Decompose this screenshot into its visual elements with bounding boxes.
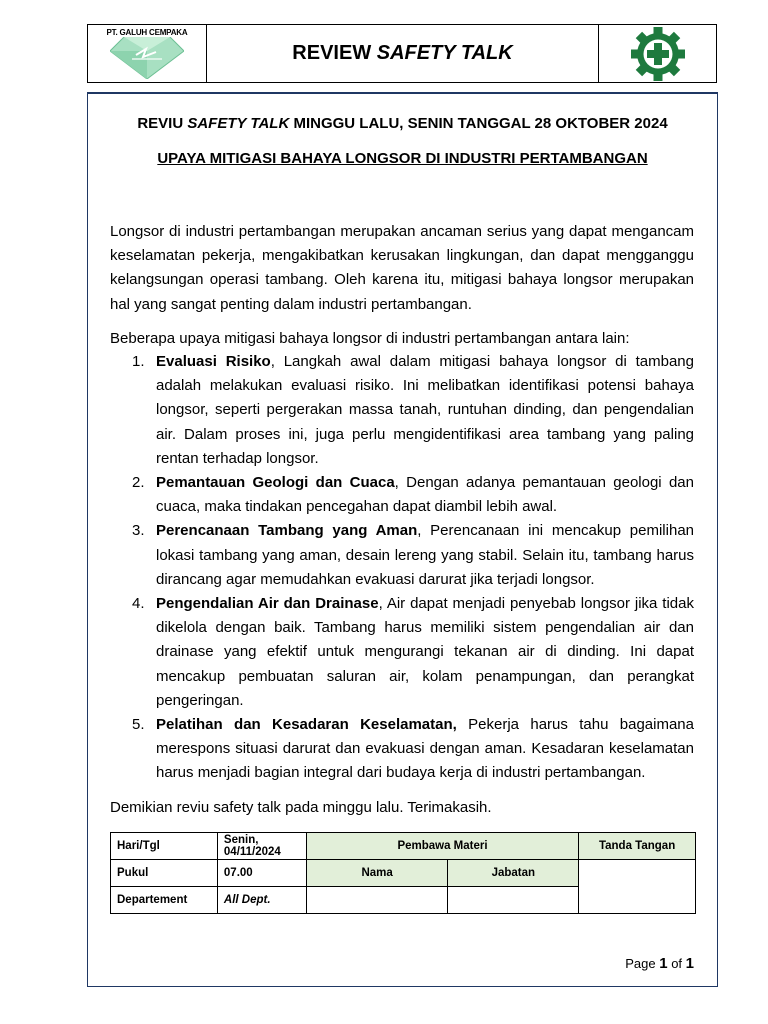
attendance-table: [110, 832, 696, 914]
list-item-text: , Dengan adanya pemantauan geologi dan cuaca, maka tindakan pencegahan dapat diambil lebih awal.: [156, 474, 694, 516]
heading-post: MINGGU LALU, SENIN TANGGAL 28 OKTOBER 2024: [293, 115, 668, 132]
day-date-value: Senin, 04/11/2024: [217, 833, 306, 860]
page-number: 1: [659, 955, 668, 972]
page-footer: [625, 955, 694, 972]
of-word: of: [671, 956, 683, 971]
list-intro-paragraph: Beberapa upaya mitigasi bahaya longsor di industri pertambangan antara lain:: [110, 330, 630, 347]
list-item-title: Pemantauan Geologi dan Cuaca: [156, 474, 395, 492]
time-label: Pukul: [111, 860, 218, 887]
k3-safety-gear-icon: [627, 26, 689, 82]
mitigation-list: [110, 350, 694, 786]
day-date-label: Hari/Tgl: [111, 833, 218, 860]
page-word: Page: [625, 956, 656, 971]
list-item-title: Evaluasi Risiko: [156, 353, 271, 370]
intro-paragraph: Longsor di industri pertambangan merupakan ancaman serius yang dapat mengancam keselamatan pekerja, mengakibatkan kerusakan lingkungan, dan dapat mengganggu kelangsungan operasi tambang. Oleh karena itu, mitigasi bahaya longsor merupakan hal yang sangat penting dalam industri pertambangan.: [110, 223, 694, 313]
list-item: [110, 713, 694, 786]
list-number: 1.: [132, 353, 145, 370]
title-italic: SAFETY TALK: [376, 42, 513, 64]
position-header: Jabatan: [448, 860, 579, 887]
signature-header: Tanda Tangan: [579, 833, 696, 860]
list-item: [110, 519, 694, 592]
table-row: [111, 860, 696, 887]
list-item: [110, 350, 694, 471]
time-value: 07.00: [217, 860, 306, 887]
list-item-text: , Langkah awal dalam mitigasi bahaya longsor di tambang adalah melakukan evaluasi risiko. Ini melibatkan identifikasi potensi bahaya longsor, seperti pergerakan massa tanah, runtuhan dinding, dan pengendalian air. Dalam proses ini, juga perlu mengidentifikasi area tambang yang paling rentan terhadap longsor.: [156, 353, 694, 467]
closing-paragraph: Demikian reviu safety talk pada minggu lalu. Terimakasih.: [110, 799, 492, 816]
department-label: Departement: [111, 887, 218, 914]
review-heading: [87, 115, 718, 132]
title-plain: REVIEW: [292, 42, 372, 64]
list-number: 5.: [132, 716, 145, 734]
presenter-header: Pembawa Materi: [306, 833, 578, 860]
list-item-text: , Perencanaan ini mencakup pemilihan lokasi tambang yang aman, desain lereng yang stabil. Selain itu, tambang harus dirancang agar memudahkan evakuasi darurat jika terjadi longsor.: [156, 522, 695, 588]
list-item: [110, 471, 694, 519]
list-item-title: Pengendalian Air dan Drainase: [156, 595, 379, 613]
list-number: 4.: [132, 595, 145, 613]
page-total: 1: [685, 955, 694, 972]
table-row: [111, 833, 696, 860]
document-header: [87, 24, 717, 83]
department-value: All Dept.: [217, 887, 306, 914]
company-logo-cell: [88, 25, 207, 82]
list-item-text: Pekerja harus tahu bagaimana merespons situasi darurat dan evakuasi dengan aman. Kesadaran keselamatan harus menjadi bagian integral dari budaya kerja di industri pertambangan.: [156, 716, 694, 782]
list-number: 2.: [132, 474, 145, 492]
list-item: [110, 592, 694, 713]
k3-logo-cell: [599, 25, 716, 82]
name-header: Nama: [306, 860, 448, 887]
topic-subheading: UPAYA MITIGASI BAHAYA LONGSOR DI INDUSTRI PERTAMBANGAN: [157, 150, 648, 167]
heading-italic: SAFETY TALK: [187, 115, 290, 132]
position-cell[interactable]: [448, 887, 579, 914]
list-item-title: Pelatihan dan Kesadaran Keselamatan,: [156, 716, 457, 734]
list-item-title: Perencanaan Tambang yang Aman: [156, 522, 418, 540]
list-number: 3.: [132, 522, 145, 540]
company-logo-icon: [110, 37, 184, 79]
document-title: [207, 25, 599, 82]
list-item-text: , Air dapat menjadi penyebab longsor jika tidak dikelola dengan baik. Tambang harus memiliki sistem pengendalian air dan drainase yang efektif untuk mengurangi tekanan air di dinding. Ini dapat mencakup pembuatan saluran air, kolam penampungan, dan perangkat pengeringan.: [156, 595, 694, 709]
name-cell[interactable]: [306, 887, 448, 914]
heading-pre: REVIU: [137, 115, 184, 132]
signature-cell[interactable]: [579, 860, 696, 914]
company-name: PT. GALUH CEMPAKA: [106, 28, 188, 37]
